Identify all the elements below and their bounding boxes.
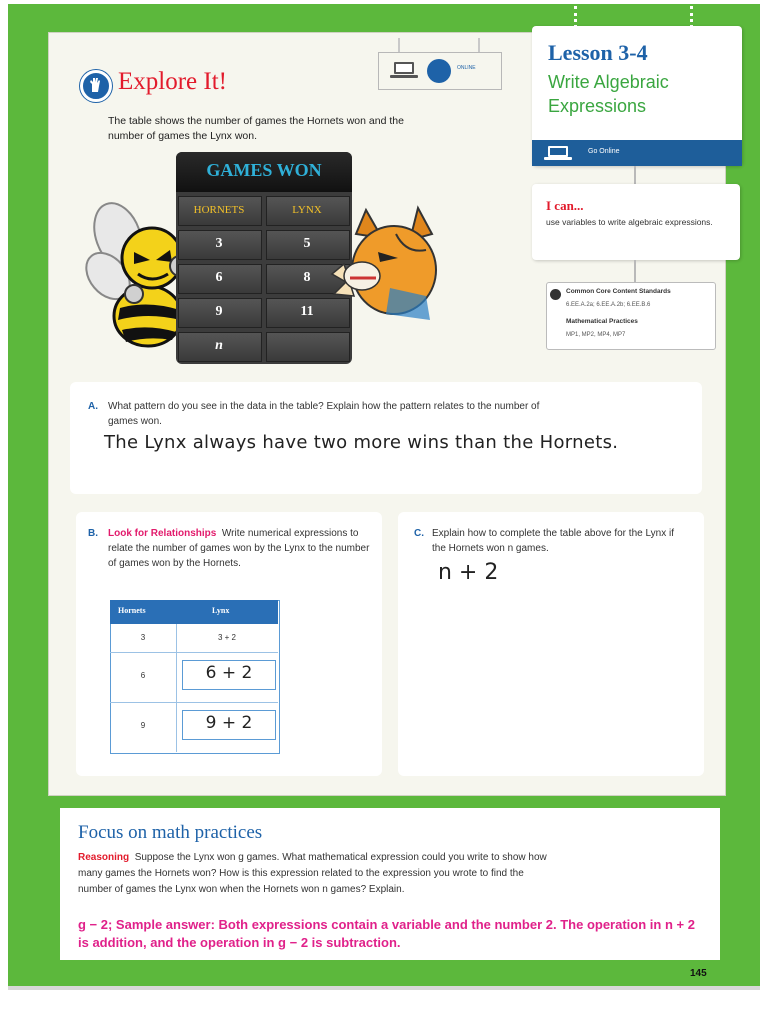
dotted-connector	[690, 6, 695, 28]
explore-title: Explore It!	[118, 68, 227, 95]
lesson-number: Lesson 3-4	[548, 40, 648, 65]
ican-text: use variables to write algebraic expressions.	[546, 217, 713, 227]
focus-title: Focus on math practices	[78, 822, 263, 843]
part-c-label: C.	[414, 528, 424, 539]
lynx-value: 5	[303, 236, 311, 251]
column-divider	[176, 624, 177, 752]
games-won-title: GAMES WON	[206, 160, 322, 180]
part-a-answer[interactable]: The Lynx always have two more wins than the Hornets.	[104, 432, 619, 453]
standards-codes: 6.EE.A.2a; 6.EE.A.2b; 6.EE.B.6	[566, 302, 651, 308]
part-b-question	[108, 526, 370, 571]
lesson-title: Write Algebraic Expressions	[548, 72, 669, 116]
row-divider	[110, 702, 278, 703]
row-divider	[110, 652, 278, 653]
connector-line	[634, 260, 636, 282]
focus-lead: Reasoning	[78, 852, 130, 863]
lynx-value: 8	[303, 270, 311, 285]
standards-heading: Common Core Content Standards	[566, 288, 671, 295]
hornets-value: 3	[215, 236, 223, 251]
laptop-icon	[544, 145, 572, 161]
hornets-value: 9	[140, 721, 146, 730]
standards-icon	[550, 289, 561, 300]
focus-text: Suppose the Lynx won g games. What mathematical expression could you write to show how many games the Hornets won? How is this expression related to the expression you wrote to find the number of games the Lynx won when the Hornets won n games? Explain.	[78, 852, 547, 895]
online-label: ONLINE	[457, 65, 476, 71]
hornets-value: 3	[140, 633, 146, 642]
connector-line	[634, 166, 636, 184]
hornets-value: 6	[215, 270, 223, 285]
ican-title: I can...	[546, 198, 584, 213]
lynx-expression-answer[interactable]: 6 + 2	[205, 663, 253, 683]
practices-heading: Mathematical Practices	[566, 318, 638, 325]
hornets-value: 6	[140, 671, 146, 680]
hornets-value: 9	[215, 304, 223, 319]
column-header-hornets: HORNETS	[193, 204, 245, 216]
page-number: 145	[690, 968, 707, 979]
column-header-lynx: Lynx	[212, 606, 230, 615]
part-b-text: Write numerical expressions to relate the number of games won by the Lynx to the number of games won by the Hornets.	[108, 528, 370, 569]
go-online-bar[interactable]	[532, 140, 742, 166]
connector-line	[478, 38, 480, 52]
part-c-answer[interactable]: n + 2	[438, 560, 499, 585]
dotted-connector	[574, 6, 579, 28]
column-header-hornets: Hornets	[118, 606, 146, 615]
lynx-expression-answer[interactable]: 9 + 2	[205, 713, 253, 733]
go-online-label[interactable]: Go Online	[588, 148, 620, 155]
online-resources-box[interactable]	[378, 52, 502, 90]
lynx-mascot-icon	[326, 204, 442, 332]
hand-icon	[427, 59, 451, 83]
part-b-lead: Look for Relationships	[108, 528, 217, 539]
part-a-label: A.	[88, 401, 98, 412]
part-b-label: B.	[88, 528, 98, 539]
focus-question	[78, 850, 558, 898]
laptop-icon	[389, 61, 419, 79]
part-a-question: What pattern do you see in the data in the table? Explain how the pattern relates to the number of games won.	[108, 401, 540, 427]
hornets-value: n	[215, 338, 223, 353]
explore-hand-icon	[80, 70, 112, 102]
lynx-value: 11	[300, 304, 314, 319]
focus-answer: g − 2; Sample answer: Both expressions contain a variable and the number 2. The operation in n + 2 is addition, and the operation in g − 2 is subtraction.	[78, 917, 695, 950]
practices-list: MP1, MP2, MP4, MP7	[566, 332, 626, 338]
lynx-expression: 3 + 2	[217, 633, 236, 642]
connector-line	[398, 38, 400, 52]
explore-intro: The table shows the number of games the Hornets won and the number of games the Lynx won.	[108, 115, 404, 142]
page-edge	[8, 986, 760, 990]
part-c-question: Explain how to complete the table above for the Lynx if the Hornets won n games.	[432, 528, 674, 554]
table-cell	[266, 332, 350, 362]
column-header-lynx: LYNX	[292, 204, 322, 216]
